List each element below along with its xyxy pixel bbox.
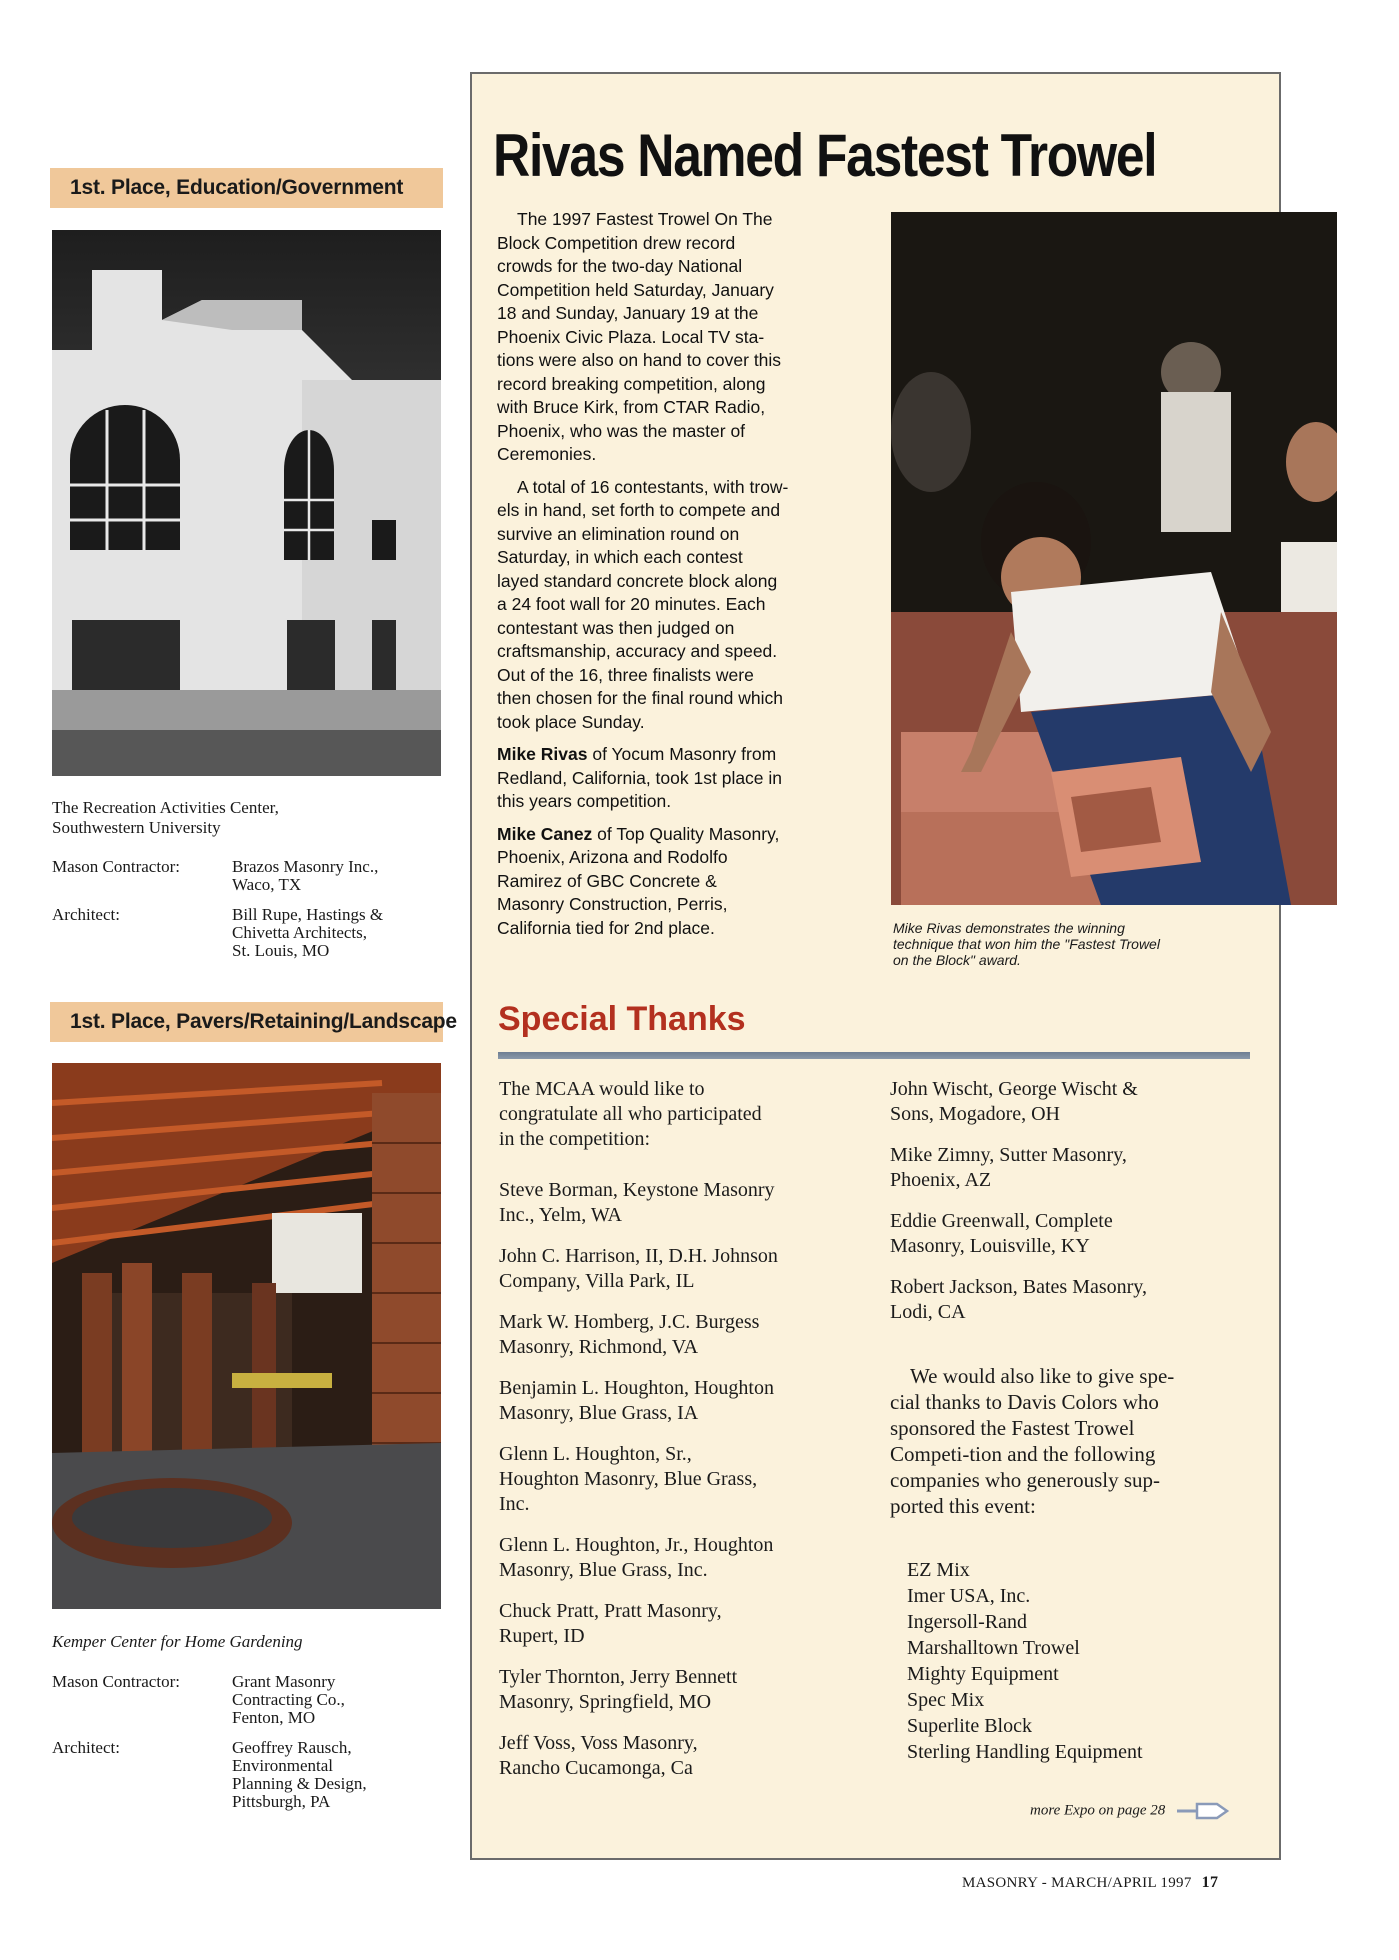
continued-text: more Expo on page 28 [1030, 1802, 1166, 1819]
architect-value [232, 906, 452, 960]
architect-value [232, 1739, 452, 1811]
mason-contractor-row [52, 858, 452, 894]
text-line: companies who generously sup- [890, 1468, 1161, 1492]
article-paragraph-3 [497, 743, 862, 814]
text-line: Masonry, Richmond, VA [499, 1336, 699, 1358]
competition-photo [891, 212, 1337, 905]
participant-entry [890, 1275, 1260, 1325]
sponsor-item: Ingersoll-Rand [907, 1611, 1027, 1633]
credit-line: Waco, TX [232, 875, 302, 894]
architect-row [52, 906, 452, 960]
text-line: then chosen for the final round which [497, 688, 784, 708]
text-line: Glenn L. Houghton, Jr., Houghton [499, 1534, 774, 1556]
text-line: congratulate all who participated [499, 1103, 762, 1125]
text-line: Jeff Voss, Voss Masonry, [499, 1732, 698, 1754]
text-line: Phoenix, Arizona and Rodolfo [497, 847, 728, 867]
publication-name: MASONRY - MARCH/APRIL 1997 [962, 1875, 1192, 1891]
text-line: Mike Zimny, Sutter Masonry, [890, 1144, 1127, 1166]
page-footer [962, 1874, 1218, 1892]
text-line: Robert Jackson, Bates Masonry, [890, 1276, 1147, 1298]
credit-line: Geoffrey Rausch, [232, 1738, 352, 1757]
text-line: record breaking competition, along [497, 373, 766, 394]
award1-caption [52, 798, 452, 838]
text-line: ported this event: [890, 1494, 1036, 1518]
text-line: this years competition. [497, 791, 672, 811]
text-line: Chuck Pratt, Pratt Masonry, [499, 1600, 722, 1622]
text-line: Competition held Saturday, January [497, 279, 774, 300]
article-paragraph-4 [497, 823, 862, 941]
arrow-right-icon [1175, 1800, 1231, 1822]
mason-label: Mason Contractor: [52, 1672, 180, 1691]
text-line: Tyler Thornton, Jerry Bennett [499, 1666, 738, 1688]
text-line: Masonry, Blue Grass, IA [499, 1402, 699, 1424]
pavilion-illustration [52, 1063, 441, 1609]
text-line: John Wischt, George Wischt & [890, 1078, 1138, 1100]
article-paragraph-1 [497, 208, 862, 467]
text-line: Phoenix, who was the master of [497, 420, 746, 441]
text-line: sponsored the Fastest Trowel [890, 1416, 1135, 1440]
sponsor-item: Sterling Handling Equipment [907, 1741, 1143, 1763]
credit-line: Planning & Design, [232, 1774, 367, 1793]
credit-line: Environmental [232, 1756, 334, 1775]
text-line: craftsmanship, accuracy and speed. [497, 641, 778, 661]
credit-line: Chivetta Architects, [232, 923, 368, 942]
page-number: 17 [1201, 1874, 1219, 1891]
participant-entry [890, 1143, 1260, 1193]
text-line: The 1997 Fastest Trowel On The [517, 209, 773, 229]
text-line: took place Sunday. [497, 711, 645, 732]
text-line: Houghton Masonry, Blue Grass, [499, 1468, 758, 1490]
continued-link[interactable] [1030, 1800, 1231, 1822]
winner-name: Mike Rivas [497, 744, 588, 764]
participant-entry [499, 1244, 879, 1294]
participant-entry [890, 1209, 1260, 1259]
sponsor-item: Superlite Block [907, 1715, 1032, 1737]
category-education-government: 1st. Place, Education/Government [50, 168, 443, 208]
sponsor-item: EZ Mix [907, 1559, 970, 1581]
participant-entry [499, 1376, 879, 1426]
text-line: Redland, California, took 1st place in [497, 767, 783, 788]
sponsor-item: Imer USA, Inc. [907, 1585, 1031, 1607]
text-line: Sons, Mogadore, OH [890, 1103, 1060, 1125]
text-line: Inc., Yelm, WA [499, 1204, 622, 1226]
text-line: Lodi, CA [890, 1301, 966, 1323]
bricklayer-illustration [891, 212, 1337, 905]
text-line: Inc. [499, 1493, 530, 1515]
text-line: Ceremonies. [497, 444, 597, 464]
credit-line: St. Louis, MO [232, 941, 330, 960]
credit-line: Fenton, MO [232, 1708, 316, 1727]
participant-entry [499, 1731, 879, 1781]
kemper-center-photo [52, 1063, 441, 1609]
text-line: A total of 16 contestants, with trow- [517, 476, 789, 497]
special-thanks-heading: Special Thanks [498, 1000, 746, 1038]
participant-entry [499, 1310, 879, 1360]
text-line: The MCAA would like to [499, 1078, 705, 1100]
participant-entry [499, 1442, 879, 1517]
text-line: Benjamin L. Houghton, Houghton [499, 1377, 774, 1399]
caption-line: technique that won him the "Fastest Trowel [893, 936, 1160, 952]
caption-line: Southwestern University [52, 818, 221, 837]
text-line: Masonry Construction, Perris, [497, 894, 728, 914]
text-line: cial thanks to Davis Colors who [890, 1390, 1159, 1414]
mason-value [232, 1673, 452, 1727]
text-line: Phoenix, AZ [890, 1169, 992, 1191]
sponsor-item: Mighty Equipment [907, 1663, 1059, 1685]
sponsor-list [907, 1557, 1143, 1765]
participant-entry [890, 1077, 1260, 1127]
text-line: Phoenix Civic Plaza. Local TV sta- [497, 326, 765, 347]
text-line: Competi-tion and the following [890, 1442, 1156, 1466]
text-line: Ramirez of GBC Concrete & [497, 870, 717, 891]
recreation-center-photo [52, 230, 441, 776]
text-line: of Yocum Masonry from [587, 744, 777, 764]
text-line: layed standard concrete block along [497, 570, 778, 591]
architect-label: Architect: [52, 1738, 120, 1757]
text-line: Saturday, in which each contest [497, 547, 743, 567]
caption-line: on the Block" award. [893, 952, 1021, 968]
text-line: of Top Quality Masonry, [592, 823, 780, 844]
text-line: Block Competition drew record [497, 232, 736, 253]
thanks-intro [499, 1077, 879, 1152]
participant-entry [499, 1533, 879, 1583]
sponsor-thanks-paragraph [890, 1363, 1260, 1519]
text-line: Glenn L. Houghton, Sr., [499, 1443, 692, 1465]
category-pavers-retaining-landscape: 1st. Place, Pavers/Retaining/Landscape [50, 1002, 443, 1042]
text-line: Company, Villa Park, IL [499, 1270, 695, 1292]
caption-line: The Recreation Activities Center, [52, 798, 279, 817]
caption-line: Mike Rivas demonstrates the winning [893, 920, 1125, 936]
text-line: survive an elimination round on [497, 523, 740, 544]
thanks-column-2 [890, 1077, 1260, 1535]
credit-line: Pittsburgh, PA [232, 1792, 331, 1811]
text-line: Mark W. Homberg, J.C. Burgess [499, 1311, 760, 1333]
participant-entry [499, 1665, 879, 1715]
text-line: contestant was then judged on [497, 617, 735, 638]
credit-line: Grant Masonry [232, 1672, 336, 1691]
text-line: Masonry, Louisville, KY [890, 1235, 1090, 1257]
sponsor-item: Marshalltown Trowel [907, 1637, 1080, 1659]
credit-line: Contracting Co., [232, 1690, 345, 1709]
participant-entry [499, 1178, 879, 1228]
participant-entry [499, 1599, 879, 1649]
text-line: Masonry, Blue Grass, Inc. [499, 1559, 708, 1581]
text-line: John C. Harrison, II, D.H. Johnson [499, 1245, 778, 1267]
award2-credits [52, 1673, 452, 1823]
article-body [497, 208, 862, 949]
text-line: Rupert, ID [499, 1625, 585, 1647]
competition-photo-caption [893, 920, 1233, 968]
text-line: We would also like to give spe- [910, 1364, 1175, 1388]
architect-row [52, 1739, 452, 1811]
article-headline: Rivas Named Fastest Trowel [493, 122, 1157, 189]
award2-caption: Kemper Center for Home Gardening [52, 1632, 303, 1651]
text-line: California tied for 2nd place. [497, 917, 715, 938]
mason-contractor-row [52, 1673, 452, 1727]
text-line: Rancho Cucamonga, Ca [499, 1757, 693, 1779]
text-line: crowds for the two-day National [497, 256, 743, 276]
text-line: Out of the 16, three finalists were [497, 664, 754, 685]
text-line: els in hand, set forth to compete and [497, 500, 781, 520]
runner-up-name: Mike Canez [497, 823, 593, 844]
sponsor-item: Spec Mix [907, 1689, 985, 1711]
architect-label: Architect: [52, 905, 120, 924]
article-paragraph-2 [497, 476, 862, 735]
mason-value [232, 858, 452, 894]
building-illustration [52, 230, 441, 776]
text-line: Steve Borman, Keystone Masonry [499, 1179, 775, 1201]
section-rule [498, 1052, 1250, 1059]
text-line: 18 and Sunday, January 19 at the [497, 303, 759, 323]
text-line: Eddie Greenwall, Complete [890, 1210, 1113, 1232]
text-line: Masonry, Springfield, MO [499, 1691, 712, 1713]
mason-label: Mason Contractor: [52, 857, 180, 876]
text-line: a 24 foot wall for 20 minutes. Each [497, 594, 766, 614]
text-line: with Bruce Kirk, from CTAR Radio, [497, 397, 766, 417]
credit-line: Bill Rupe, Hastings & [232, 905, 384, 924]
credit-line: Brazos Masonry Inc., [232, 857, 379, 876]
text-line: in the competition: [499, 1128, 651, 1150]
text-line: tions were also on hand to cover this [497, 350, 782, 370]
award1-credits [52, 858, 452, 972]
thanks-column-1 [499, 1077, 879, 1797]
